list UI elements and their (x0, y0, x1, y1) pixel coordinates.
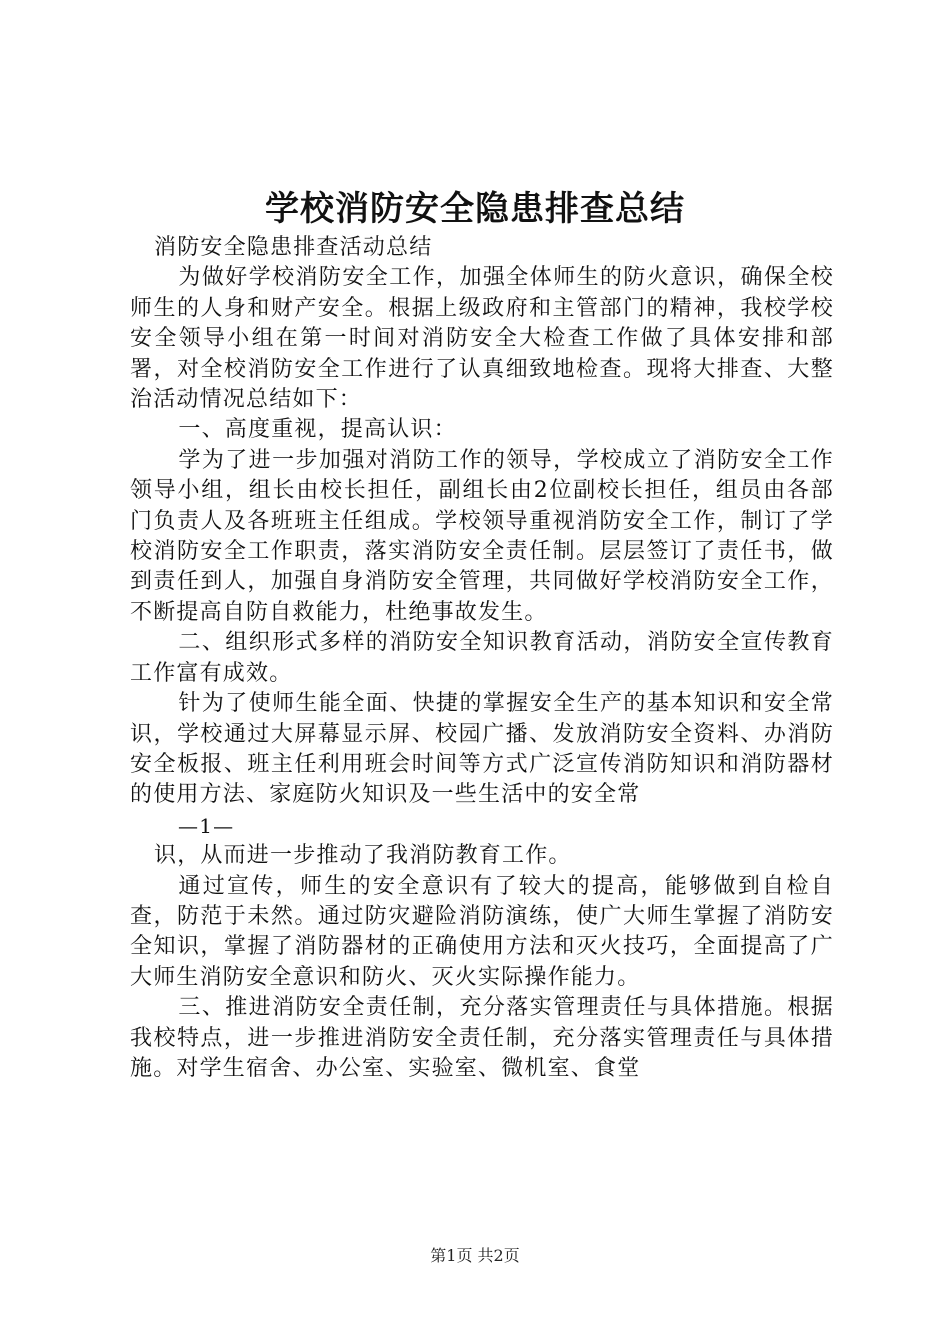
section-heading-2: 二、组织形式多样的消防安全知识教育活动，消防安全宣传教育工作富有成效。 (130, 630, 834, 686)
document-subtitle: 消防安全隐患排查活动总结 (154, 235, 433, 260)
paragraph-continuation: 识，从而进一步推动了我消防教育工作。 (154, 843, 572, 869)
document-title: 学校消防安全隐患排查总结 (265, 189, 685, 229)
page-marker: —1— (178, 813, 235, 838)
page-footer: 第1页 共2页 (430, 1246, 520, 1265)
paragraph-education: 针为了使师生能全面、快捷的掌握安全生产的基本知识和安全常识，学校通过大屏幕显示屏、校园广播、发放消防安全资料、办消防安全板报、班主任利用班会时间等方式广泛宣传消防知识和消防器材的使用方法、家庭防火知识及一些生活中的安全常 (130, 691, 834, 808)
section-heading-3: 三、推进消防安全责任制，充分落实管理责任与具体措施。根据我校特点，进一步推进消防安全责任制，充分落实管理责任与具体措施。对学生宿舍、办公室、实验室、微机室、食堂 (130, 995, 834, 1081)
paragraph-intro: 为做好学校消防安全工作，加强全体师生的防火意识，确保全校师生的人身和财产安全。根据上级政府和主管部门的精神，我校学校安全领导小组在第一时间对消防安全大检查工作做了具体安排和部署，对全校消防安全工作进行了认真细致地检查。现将大排查、大整治活动情况总结如下： (130, 265, 834, 413)
paragraph-publicity: 通过宣传，师生的安全意识有了较大的提高，能够做到自检自查，防范于未然。通过防灾避险消防演练，使广大师生掌握了消防安全知识，掌握了消防器材的正确使用方法和灭火技巧，全面提高了广大师生消防安全意识和防火、灭火实际操作能力。 (130, 873, 834, 990)
section-heading-1: 一、高度重视，提高认识： (178, 417, 457, 443)
paragraph-leadership: 学为了进一步加强对消防工作的领导，学校成立了消防安全工作领导小组，组长由校长担任，副组长由2位副校长担任，组员由各部门负责人及各班班主任组成。学校领导重视消防安全工作，制订了学校消防安全工作职责，落实消防安全责任制。层层签订了责任书，做到责任到人，加强自身消防安全管理，共同做好学校消防安全工作，不断提高自防自救能力，杜绝事故发生。 (130, 447, 834, 625)
document-body (130, 233, 834, 1084)
